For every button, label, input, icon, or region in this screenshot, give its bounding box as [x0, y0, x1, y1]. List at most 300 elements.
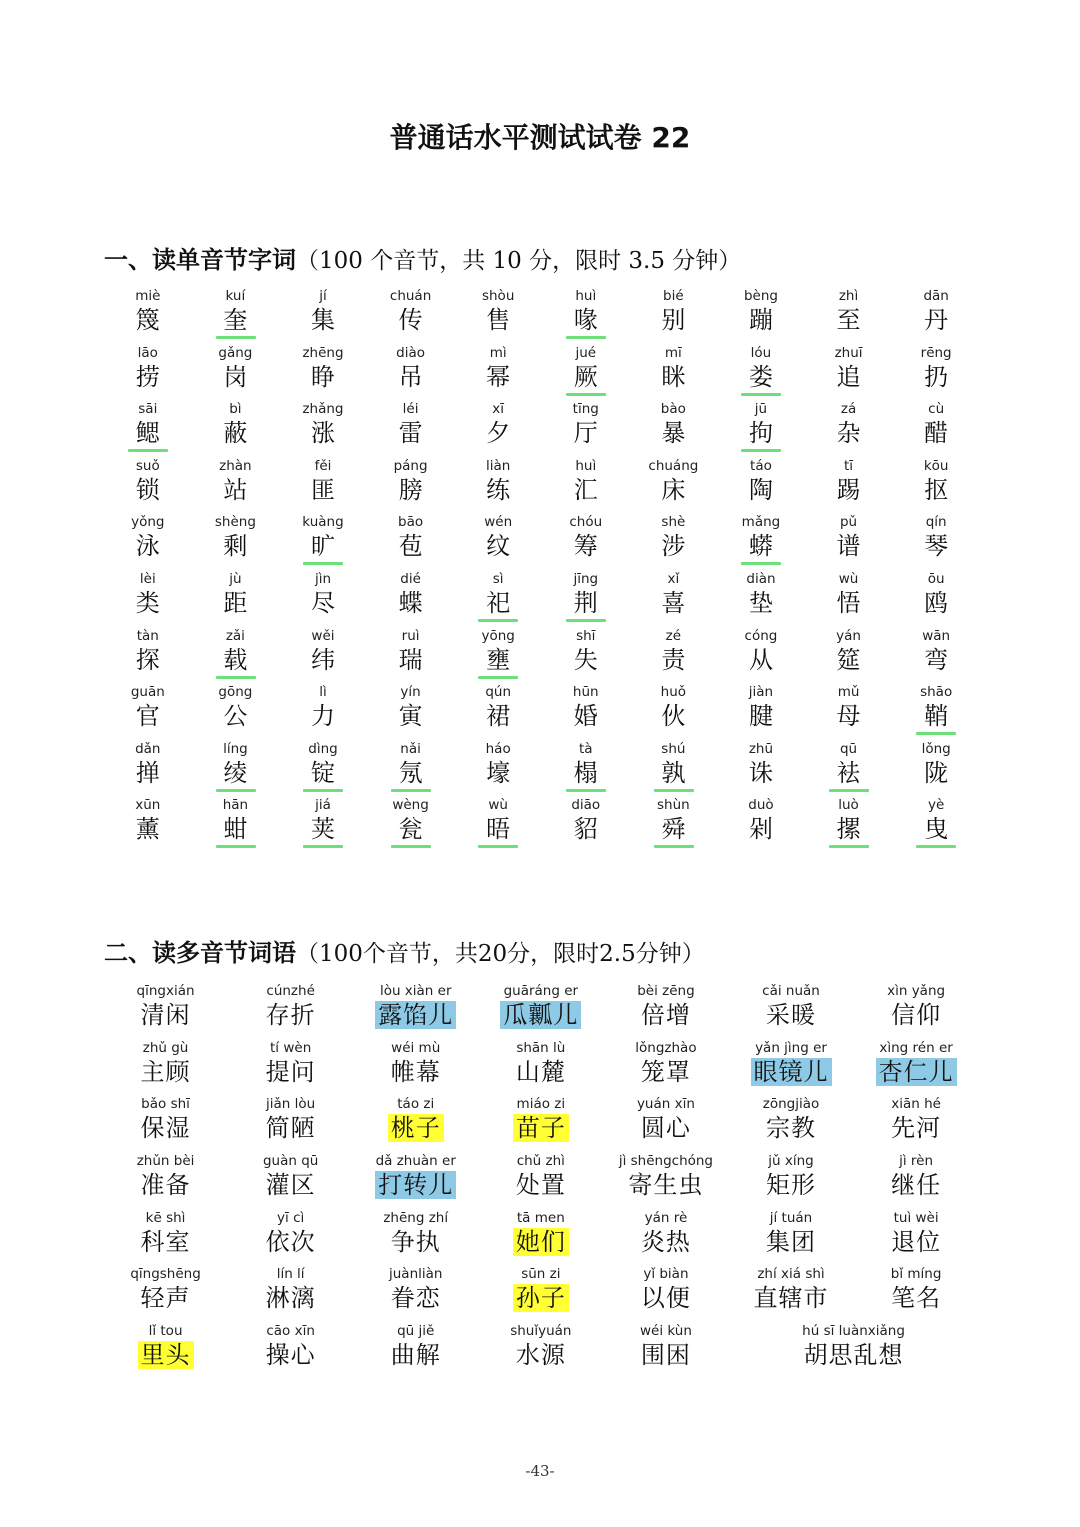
underline-mark	[391, 789, 431, 792]
hanzi-char: 匪	[310, 475, 335, 504]
pinyin-label: cǎi nuǎn	[762, 983, 820, 999]
hanzi-char: 悟	[836, 588, 861, 617]
pinyin-label: líng	[223, 740, 248, 757]
pinyin-label: wù	[488, 797, 508, 814]
pinyin-label: chǔ zhì	[516, 1153, 565, 1170]
pinyin-label: zhēng	[302, 344, 344, 361]
char-cell	[454, 456, 542, 513]
hanzi-char: 蚶	[223, 815, 248, 844]
hanzi-char: 绫	[223, 758, 248, 787]
word-cell	[478, 1038, 603, 1095]
pinyin-label: yǐ biàn	[643, 1266, 689, 1283]
char-cell	[104, 456, 192, 513]
char-cell	[805, 399, 893, 456]
char-cell	[192, 682, 280, 739]
word-text: 曲解	[390, 1341, 441, 1370]
hanzi-char: 壕	[486, 758, 511, 787]
hanzi-char: 吊	[398, 362, 423, 391]
word-cell	[478, 1094, 603, 1151]
word-text: 露馅儿	[375, 1001, 456, 1029]
char-cell	[104, 399, 192, 456]
char-cell	[630, 343, 718, 400]
hanzi-char: 责	[661, 645, 686, 674]
char-cell	[192, 399, 280, 456]
pinyin-label: zhì	[838, 288, 859, 304]
word-text: 灌区	[265, 1171, 316, 1200]
hanzi-char: 晤	[486, 815, 511, 844]
word-cell	[478, 1264, 603, 1321]
hanzi-char: 陇	[924, 758, 949, 787]
word-text: 眷恋	[390, 1284, 441, 1313]
pinyin-label: jǔ xíng	[768, 1153, 814, 1170]
pinyin-label: bì	[229, 401, 242, 418]
pinyin-label: kuí	[225, 288, 246, 304]
hanzi-char: 筹	[573, 532, 598, 561]
pinyin-label: liàn	[486, 457, 511, 474]
underline-mark	[216, 676, 256, 679]
hanzi-char: 喜	[661, 588, 686, 617]
word-cell	[103, 1094, 228, 1151]
word-text: 提问	[265, 1057, 316, 1086]
underline-mark	[391, 845, 431, 848]
pinyin-label: shān lù	[516, 1039, 566, 1056]
pinyin-label: fěi	[314, 457, 332, 474]
char-cell	[805, 343, 893, 400]
pinyin-label: sūn zi	[521, 1266, 561, 1283]
word-cell	[728, 1151, 853, 1208]
char-cell	[279, 795, 367, 852]
underline-mark	[478, 676, 518, 679]
pinyin-label: gǎng	[218, 344, 253, 361]
pinyin-label: mī	[664, 344, 682, 361]
word-cell	[228, 1094, 353, 1151]
char-cell	[542, 626, 630, 683]
word-text: 眼镜儿	[751, 1058, 832, 1086]
char-cell	[367, 343, 455, 400]
word-cell	[728, 1038, 853, 1095]
hanzi-char: 榻	[573, 758, 598, 787]
hanzi-char: 腱	[748, 702, 773, 731]
word-cell	[353, 1094, 478, 1151]
char-cell	[192, 626, 280, 683]
pinyin-label: lǒngzhào	[635, 1039, 697, 1056]
pinyin-label: shāo	[920, 684, 953, 701]
pinyin-label: diào	[396, 344, 425, 361]
pinyin-label: qū	[839, 740, 858, 757]
char-cell	[630, 399, 718, 456]
hanzi-char: 锭	[310, 758, 335, 787]
word-cell	[353, 1264, 478, 1321]
hanzi-char: 醋	[924, 419, 949, 448]
char-cell	[192, 795, 280, 852]
pinyin-label: yuán xīn	[636, 1096, 695, 1113]
pinyin-label: nǎi	[400, 740, 421, 757]
char-cell	[367, 399, 455, 456]
hanzi-char: 袪	[836, 758, 861, 787]
hanzi-char: 眯	[661, 362, 686, 391]
word-cell	[728, 1094, 853, 1151]
pinyin-label: táo zi	[397, 1096, 435, 1113]
pinyin-label: yè	[927, 797, 945, 814]
pinyin-label: dìng	[308, 740, 338, 757]
pinyin-label: léi	[402, 401, 419, 418]
char-cell	[892, 456, 980, 513]
word-cell	[854, 1038, 979, 1095]
hanzi-char: 练	[486, 475, 511, 504]
hanzi-char: 站	[223, 475, 248, 504]
hanzi-char: 汇	[573, 475, 598, 504]
char-cell	[892, 286, 980, 343]
pinyin-label: lāo	[137, 344, 158, 361]
char-cell	[454, 626, 542, 683]
pinyin-label: yī cì	[277, 1209, 305, 1226]
hanzi-char: 集	[310, 306, 335, 334]
char-cell	[192, 343, 280, 400]
pinyin-label: xī	[492, 401, 505, 418]
pinyin-label: bào	[660, 401, 686, 418]
word-text: 笔名	[891, 1284, 942, 1313]
pinyin-label: zé	[665, 627, 682, 644]
pinyin-label: jìn	[314, 570, 332, 587]
pinyin-label: huǒ	[660, 684, 687, 701]
hanzi-char: 婚	[573, 702, 598, 731]
pinyin-label: wěi	[311, 627, 335, 644]
pinyin-label: miè	[135, 288, 161, 304]
char-cell	[542, 682, 630, 739]
word-text: 继任	[891, 1171, 942, 1200]
section1-note: （100 个音节，共 10 分，限时 3.5 分钟）	[296, 248, 742, 274]
hanzi-char: 貂	[573, 815, 598, 844]
char-cell	[805, 286, 893, 343]
pinyin-label: jí	[319, 288, 327, 304]
pinyin-label: dǎn	[135, 740, 161, 757]
word-text: 水源	[515, 1341, 566, 1370]
word-cell	[854, 981, 979, 1038]
pinyin-label: lóu	[750, 344, 772, 361]
pinyin-label: kuàng	[302, 514, 344, 531]
pinyin-label: shùn	[657, 797, 690, 814]
hanzi-char: 抠	[924, 475, 949, 504]
pinyin-label: zhǎng	[302, 401, 344, 418]
char-cell	[717, 399, 805, 456]
char-cell	[892, 682, 980, 739]
char-cell	[279, 512, 367, 569]
word-text: 帷幕	[390, 1057, 441, 1086]
pinyin-label: wān	[922, 627, 951, 644]
page-number: -43-	[525, 1462, 555, 1480]
pinyin-label: jì rèn	[899, 1153, 934, 1170]
hanzi-char: 追	[836, 362, 861, 391]
pinyin-label: hūn	[572, 684, 599, 701]
char-cell	[367, 739, 455, 796]
hanzi-char: 夕	[486, 419, 511, 448]
hanzi-char: 至	[836, 306, 861, 334]
hanzi-char: 幂	[486, 362, 511, 391]
hanzi-char: 伙	[661, 702, 686, 731]
pinyin-label: bié	[663, 288, 684, 304]
pinyin-label: wéi mù	[391, 1039, 441, 1056]
pinyin-label: zhēng zhí	[383, 1209, 449, 1226]
char-cell	[279, 286, 367, 343]
pinyin-label: jiá	[315, 797, 331, 814]
char-cell	[717, 626, 805, 683]
word-text: 瓜瓤儿	[500, 1001, 581, 1029]
word-text: 操心	[265, 1341, 316, 1370]
pinyin-label: shuǐyuán	[510, 1323, 572, 1340]
hanzi-char: 垫	[748, 588, 773, 617]
char-cell	[104, 739, 192, 796]
word-cell	[353, 981, 478, 1038]
word-cell	[103, 1264, 228, 1321]
hanzi-char: 陶	[748, 475, 773, 504]
word-text: 以便	[640, 1284, 691, 1313]
hanzi-char: 售	[486, 306, 511, 334]
word-text: 集团	[766, 1227, 817, 1256]
word-text: 采暖	[766, 1001, 817, 1029]
char-cell	[892, 795, 980, 852]
char-cell	[279, 569, 367, 626]
hanzi-char: 扔	[924, 362, 949, 391]
char-cell	[104, 795, 192, 852]
word-cell	[728, 1208, 853, 1265]
char-cell	[805, 739, 893, 796]
char-cell	[892, 626, 980, 683]
pinyin-label: yín	[400, 684, 421, 701]
word-cell	[353, 1151, 478, 1208]
pinyin-label: rēng	[920, 344, 952, 361]
char-cell	[717, 739, 805, 796]
hanzi-char: 雷	[398, 419, 423, 448]
hanzi-char: 瓮	[398, 815, 423, 844]
pinyin-label: yǒng	[131, 514, 165, 531]
char-cell	[717, 512, 805, 569]
char-cell	[892, 399, 980, 456]
char-cell	[104, 512, 192, 569]
pinyin-label: cù	[928, 401, 945, 418]
word-cell	[478, 1151, 603, 1208]
pinyin-label: luò	[838, 797, 859, 814]
char-cell	[104, 626, 192, 683]
pinyin-label: lǐ tou	[148, 1323, 183, 1340]
pinyin-label: xiān hé	[891, 1096, 941, 1113]
word-text: 桃子	[388, 1114, 444, 1142]
word-cell	[478, 1321, 603, 1378]
char-cell	[367, 795, 455, 852]
section2-note: （100个音节，共20分，限时2.5分钟）	[296, 941, 705, 967]
pinyin-label: qīngshēng	[130, 1266, 201, 1283]
hanzi-char: 公	[223, 702, 248, 731]
hanzi-char: 踢	[836, 475, 861, 504]
char-cell	[630, 456, 718, 513]
pinyin-label: wù	[838, 570, 859, 587]
hanzi-char: 官	[135, 702, 160, 731]
pinyin-label: guān	[130, 684, 165, 701]
hanzi-char: 传	[398, 306, 423, 334]
char-cell	[542, 569, 630, 626]
word-cell	[603, 981, 728, 1038]
underline-mark	[654, 845, 694, 848]
char-cell	[542, 512, 630, 569]
hanzi-char: 厥	[573, 362, 598, 391]
pinyin-label: sāi	[138, 401, 158, 418]
char-cell	[192, 512, 280, 569]
char-cell	[630, 286, 718, 343]
word-text: 准备	[140, 1171, 191, 1200]
hanzi-char: 鞘	[924, 702, 949, 731]
pinyin-label: jiàn	[748, 684, 774, 701]
underline-mark	[303, 845, 343, 848]
char-cell	[454, 682, 542, 739]
pinyin-label: dān	[923, 288, 949, 304]
word-text: 轻声	[140, 1284, 191, 1313]
word-cell	[353, 1321, 478, 1378]
pinyin-label: qún	[485, 684, 512, 701]
hanzi-char: 床	[661, 475, 686, 504]
word-text: 胡思乱想	[803, 1341, 904, 1370]
pinyin-label: bāo	[398, 514, 424, 531]
pinyin-label: wéi kùn	[639, 1323, 692, 1340]
hanzi-char: 荆	[573, 588, 598, 617]
char-cell	[367, 626, 455, 683]
word-text: 打转儿	[375, 1171, 456, 1199]
underline-mark	[741, 393, 781, 396]
pinyin-label: wèng	[392, 797, 429, 814]
word-text: 清闲	[140, 1001, 191, 1029]
underline-mark	[566, 336, 606, 339]
pinyin-label: tīng	[572, 401, 599, 418]
char-cell	[367, 569, 455, 626]
char-cell	[279, 739, 367, 796]
hanzi-char: 篾	[135, 306, 160, 334]
word-text: 存折	[265, 1001, 316, 1029]
pinyin-label: bǎo shī	[141, 1096, 190, 1113]
word-text: 科室	[140, 1227, 191, 1256]
word-text: 退位	[891, 1227, 942, 1256]
word-cell	[103, 1321, 228, 1378]
char-cell	[630, 682, 718, 739]
hanzi-char: 瑞	[398, 645, 423, 674]
hanzi-char: 厅	[573, 419, 598, 448]
underline-mark	[741, 449, 781, 452]
char-cell	[717, 795, 805, 852]
pinyin-label: huì	[575, 288, 597, 304]
section1-title: 一、读单音节字词	[104, 246, 296, 274]
pinyin-label: mǎng	[741, 514, 781, 531]
word-text: 圆心	[640, 1114, 691, 1143]
hanzi-char: 寅	[398, 702, 423, 731]
pinyin-label: cóng	[744, 627, 778, 644]
word-text: 炎热	[640, 1227, 691, 1256]
pinyin-label: wén	[484, 514, 513, 531]
char-cell	[542, 343, 630, 400]
char-cell	[279, 682, 367, 739]
pinyin-label: sì	[492, 570, 504, 587]
hanzi-char: 泳	[135, 532, 160, 561]
underline-mark	[216, 336, 256, 339]
char-cell	[717, 343, 805, 400]
char-cell	[630, 512, 718, 569]
char-cell	[192, 286, 280, 343]
char-cell	[630, 626, 718, 683]
underline-mark	[128, 449, 168, 452]
hanzi-char: 暴	[661, 419, 686, 448]
char-cell	[717, 286, 805, 343]
pinyin-label: jí tuán	[769, 1209, 813, 1226]
pinyin-label: lín lí	[276, 1266, 305, 1283]
hanzi-char: 诛	[748, 758, 773, 787]
hanzi-char: 苞	[398, 532, 423, 561]
pinyin-label: jiǎn lòu	[266, 1096, 316, 1113]
char-cell	[454, 286, 542, 343]
word-cell	[228, 1208, 353, 1265]
pinyin-label: jù	[229, 570, 242, 587]
pinyin-label: shú	[661, 740, 686, 757]
hanzi-char: 喙	[573, 306, 598, 334]
char-cell	[892, 739, 980, 796]
pinyin-label: háo	[485, 740, 511, 757]
pinyin-label: jué	[575, 344, 597, 361]
char-cell	[542, 399, 630, 456]
pinyin-label: táo	[750, 457, 772, 474]
pinyin-label: guàn qū	[262, 1153, 319, 1170]
word-cell	[603, 1094, 728, 1151]
pinyin-label: dǎ zhuàn er	[375, 1153, 456, 1170]
pinyin-label: kē shì	[145, 1209, 186, 1226]
pinyin-label: xǐ	[667, 570, 680, 587]
hanzi-char: 剩	[223, 532, 248, 561]
word-cell	[603, 1038, 728, 1095]
underline-mark	[829, 789, 869, 792]
pinyin-label: páng	[393, 457, 428, 474]
section2-heading	[104, 933, 705, 968]
pinyin-label: yán	[836, 627, 861, 644]
pinyin-label: zhǔn bèi	[136, 1153, 195, 1170]
pinyin-label: lǒng	[921, 740, 951, 757]
word-cell	[603, 1208, 728, 1265]
word-cell	[603, 1321, 728, 1378]
word-text: 处置	[515, 1171, 566, 1200]
word-cell	[103, 1038, 228, 1095]
char-cell	[454, 512, 542, 569]
char-cell	[104, 286, 192, 343]
word-cell	[103, 1151, 228, 1208]
word-cell	[228, 1264, 353, 1321]
word-cell	[228, 981, 353, 1038]
pinyin-label: bǐ míng	[890, 1266, 942, 1283]
word-text: 寄生虫	[628, 1171, 704, 1200]
char-cell	[805, 795, 893, 852]
pinyin-label: shī	[576, 627, 596, 644]
underline-mark	[303, 562, 343, 565]
underline-mark	[216, 789, 256, 792]
pinyin-label: zhuī	[834, 344, 863, 361]
word-text: 山麓	[515, 1057, 566, 1086]
char-cell	[279, 343, 367, 400]
pinyin-label: miáo zi	[516, 1096, 566, 1113]
pinyin-label: tí wèn	[270, 1039, 312, 1056]
pinyin-label: suǒ	[135, 457, 160, 474]
char-cell	[805, 569, 893, 626]
hanzi-char: 距	[223, 588, 248, 617]
hanzi-char: 类	[135, 588, 160, 617]
pinyin-label: cāo xīn	[266, 1323, 315, 1340]
hanzi-char: 琴	[924, 532, 949, 561]
pinyin-label: duò	[748, 797, 774, 814]
word-text: 争执	[390, 1227, 441, 1256]
pinyin-label: bèng	[743, 288, 778, 304]
pinyin-label: mǔ	[837, 684, 860, 701]
word-cell	[854, 1264, 979, 1321]
